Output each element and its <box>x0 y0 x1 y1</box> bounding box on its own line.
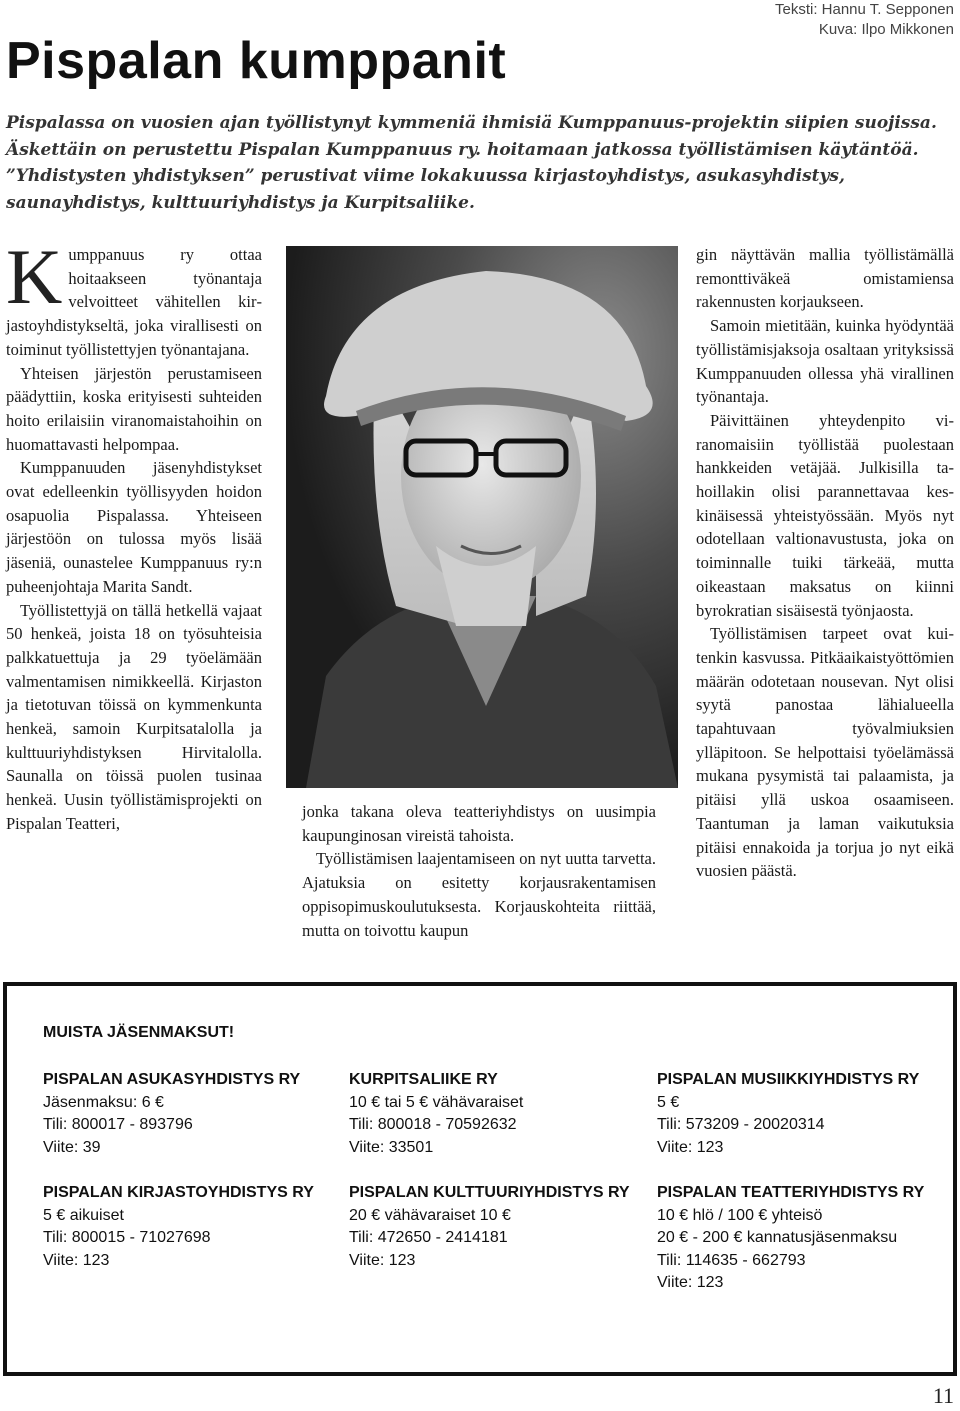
association-line: Tili: 472650 - 2414181 <box>349 1229 508 1246</box>
article-title: Pispalan kumppanit <box>6 32 507 90</box>
association-name: PISPALAN TEATTERIYHDISTYS RY <box>657 1184 925 1201</box>
lead-line: Pispalassa on vuosien ajan työllistynyt kymmeniä ihmisiä Kumppanuus-projektin siipien suojissa. <box>6 113 937 133</box>
paragraph: Työllistämisen laajentamiseen on nyt uutta tarvetta. Ajatuksia on esitetty korjausrakentamisen oppisopimuskoulutuksesta. Korjauskohteita riittää, mutta on toivottu kaupun <box>302 849 656 940</box>
paragraph <box>6 233 262 362</box>
article-lead <box>6 110 941 216</box>
box-title: MUISTA JÄSENMAKSUT! <box>43 1024 235 1041</box>
text-column-3 <box>696 243 954 883</box>
association-line: Jäsenmaksu: 6 € <box>43 1093 164 1111</box>
association-teatteriyhdistys <box>657 1182 924 1295</box>
association-line: Viite: 123 <box>657 1274 724 1291</box>
photo-credit: Kuva: Ilpo Mikkonen <box>818 21 954 38</box>
association-line: Tili: 114635 - 662793 <box>657 1251 806 1269</box>
association-line: Viite: 33501 <box>349 1138 434 1156</box>
paragraph-text: umppanuus ry ottaa hoitaakseen työnantaja velvoitteet vähitellen kirjastoyhdistykseltä, joka virallisesti on toiminut työllistettyjen työnantajana. <box>6 245 262 359</box>
association-name: KURPITSALIIKE RY <box>349 1071 498 1088</box>
membership-fees-box <box>3 982 957 1376</box>
portrait-photo <box>286 246 678 788</box>
association-asukasyhdistys <box>43 1069 300 1159</box>
page-number: 11 <box>932 1383 954 1408</box>
association-name: PISPALAN MUSIIKKIYHDISTYS RY <box>657 1071 920 1088</box>
paragraph: Työllistettyjä on tällä hetkellä vajaat 50 henkeä, joista 18 on työsuhteisia palkkatuettuja ja 29 työelämään valmentamisen nimikkeellä. Kirjaston ja tietotuvan töissä on kymmenkunta henkeä, samoin Kurpitsatalolla ja kulttuuriyhdistyksen Hirvitalolla. Saunalla on töissä puolen tusinaa henkeä. Uusin työllistämisprojekti on Pispalan Teatteri, <box>6 600 262 833</box>
association-line: 5 € aikuiset <box>43 1206 124 1224</box>
association-line: Viite: 123 <box>657 1138 724 1156</box>
paragraph: jonka takana oleva teatteriyhdistys on uusimpia kaupunginosan vireistä tahoista. <box>302 802 656 845</box>
association-line: Tili: 800015 - 71027698 <box>43 1229 211 1246</box>
paragraph: Yhteisen järjestön perustamiseen päädyttiin, koska erityisesti suhteiden hoito erilaisiin viranomaistahoihin on huomattavasti helpompaa. <box>6 363 262 454</box>
paragraph: Kumppanuuden jäsenyhdistykset ovat edelleenkin työllisyyden hoidon osapuolia Pispalassa. Yhteiseen järjestöön on tulossa myös lisää jäseniä, ounastelee Kumppanuus ry:n puheenjohtaja Marita Sandt. <box>6 458 262 596</box>
paragraph: gin näyttävän mallia työllistämällä remonttiväkeä omistamiensa rakennusten korjaukseen. <box>696 245 954 312</box>
text-column-1 <box>6 233 262 836</box>
association-line: 5 € <box>657 1093 680 1111</box>
lead-line: saunayhdistys, kulttuuriyhdistys ja Kurpitsaliike. <box>6 192 475 213</box>
text-credit: Teksti: Hannu T. Sepponen <box>774 1 954 18</box>
lead-line: ”Yhdistysten yhdistyksen” perustivat viime lokakuussa kirjastoyhdistys, asukasyhdistys, <box>6 166 845 186</box>
association-line: Tili: 573209 - 20020314 <box>657 1116 825 1133</box>
paragraph: Samoin mietitään, kuinka hyödyntää työllistämisjaksoja osaltaan yrityksissä Kumppanuuden ollessa yhä virallinen työnantaja. <box>696 316 954 407</box>
association-line: Tili: 800017 - 893796 <box>43 1116 193 1133</box>
association-kulttuuriyhdistys <box>349 1182 630 1272</box>
association-name: PISPALAN KULTTUURIYHDISTYS RY <box>349 1184 630 1201</box>
lead-line: Äskettäin on perustettu Pispalan Kumppanuus ry. hoitamaan jatkossa työllistämisen käytäntöä. <box>6 139 919 160</box>
paragraph: Työllistämisen tarpeet ovat kuitenkin kasvussa. Pitkäaikaistyöttömien määrän odotetaan nousevan. Nyt olisi syytä panostaa lähialueella tapahtuvaan työvalmiuksien ylläpitoon. Se helpottaisi työelämässä mukana pysymistä tai palaamista, ja pitäisi yllä uskoa osaamiseen. Taantuman ja laman vaikutuksia pitäisi ennakoida ja torjua jo nyt eikä vuosien päästä. <box>696 624 954 881</box>
credits <box>775 0 954 40</box>
association-kirjastoyhdistys <box>43 1182 314 1272</box>
association-line: Viite: 123 <box>43 1251 110 1269</box>
association-line: Viite: 123 <box>349 1251 416 1269</box>
association-line: 10 € tai 5 € vähävaraiset <box>349 1093 524 1111</box>
association-line: 20 € - 200 € kannatusjäsenmaksu <box>657 1229 898 1246</box>
association-kurpitsaliike <box>349 1069 523 1159</box>
text-column-2 <box>302 800 656 942</box>
association-musiikkiyhdistys <box>657 1069 919 1159</box>
association-line: Viite: 39 <box>43 1138 101 1156</box>
association-name: PISPALAN KIRJASTOYHDISTYS RY <box>43 1184 314 1201</box>
association-line: 20 € vähävaraiset 10 € <box>349 1206 511 1224</box>
drop-cap: K <box>6 233 63 320</box>
association-line: Tili: 800018 - 70592632 <box>349 1116 517 1133</box>
association-line: 10 € hlö / 100 € yhteisö <box>657 1206 823 1224</box>
association-name: PISPALAN ASUKASYHDISTYS RY <box>43 1071 301 1088</box>
paragraph: Päivittäinen yhteydenpito viranomaisiin työllistää puolestaan hankkeiden vetäjää. Julkisilla tahoillakin olisi parannettavaa keskinäisessä yhteistyössään. Myös nyt odotellaan valtionavustusta, joka on toiminnalle tuiki tärkeää, mutta oikeastaan maksatus on kiinni byrokratian sisäisestä työnjaosta. <box>696 410 954 620</box>
